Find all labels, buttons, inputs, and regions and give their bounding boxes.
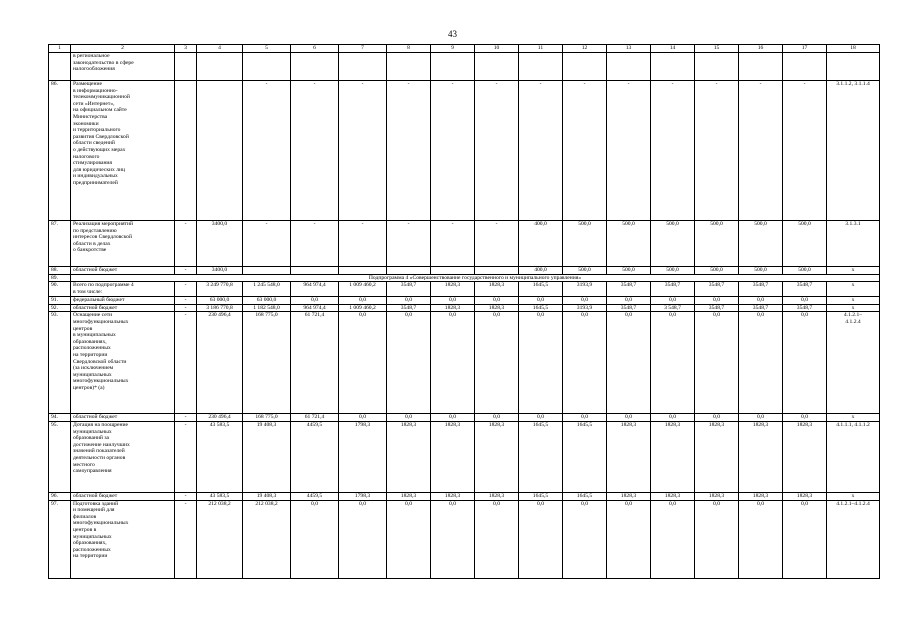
amount-cell: 61 721,4 [291, 312, 339, 414]
activity-name: областной бюджет [71, 267, 175, 275]
activity-name: областной бюджет [71, 414, 175, 422]
amount-cell: 19 408,3 [243, 421, 291, 492]
amount-cell: 3548,7 [695, 282, 739, 297]
amount-cell: 1828,3 [607, 492, 651, 500]
amount-cell: 0,0 [739, 297, 783, 305]
amount-cell: 0,0 [387, 500, 431, 578]
amount-cell [695, 53, 739, 81]
amount-cell: 1828,3 [739, 492, 783, 500]
amount-cell: 63 000,0 [197, 297, 243, 305]
amount-cell: 0,0 [475, 312, 519, 414]
amount-cell: 0,0 [291, 500, 339, 578]
amount-cell: 0,0 [563, 414, 607, 422]
row-number: 97. [49, 500, 71, 578]
column-number-6: 6 [291, 45, 339, 53]
amount-cell: 1828,3 [387, 421, 431, 492]
subprogram-title: Подпрограмма 4 «Совершенствование государственного и муниципального управления» [71, 274, 880, 282]
amount-cell: - [783, 81, 827, 221]
amount-cell: 964 974,4 [291, 282, 339, 297]
amount-cell: - [339, 221, 387, 267]
amount-cell [197, 53, 243, 81]
amount-cell: 1645,5 [519, 492, 563, 500]
amount-cell: 0,0 [475, 414, 519, 422]
amount-cell: 3193,9 [563, 304, 607, 312]
table-body [49, 53, 880, 579]
amount-cell: 3548,7 [783, 282, 827, 297]
amount-cell: - [175, 414, 197, 422]
amount-cell: - [563, 81, 607, 221]
amount-cell: 500,0 [783, 221, 827, 267]
amount-cell: 4459,5 [291, 421, 339, 492]
activity-name: федеральный бюджет [71, 297, 175, 305]
amount-cell: 1645,5 [563, 421, 607, 492]
table-row [49, 81, 880, 221]
amount-cell: 0,0 [651, 414, 695, 422]
amount-cell: 0,0 [387, 297, 431, 305]
amount-cell: 3548,7 [783, 304, 827, 312]
activity-name: Реализация мероприятий по представлению интересов Свердловской области в делах о банкротстве [71, 221, 175, 267]
column-number-11: 11 [519, 45, 563, 53]
amount-cell: 1828,3 [651, 492, 695, 500]
amount-cell: 400,0 [519, 267, 563, 275]
amount-cell: 1 009 460,2 [339, 282, 387, 297]
amount-cell: 0,0 [651, 297, 695, 305]
amount-cell: - [175, 492, 197, 500]
column-number-10: 10 [475, 45, 519, 53]
target-indicator-ref: х [827, 414, 880, 422]
amount-cell: 0,0 [431, 414, 475, 422]
target-indicator-ref: х [827, 297, 880, 305]
amount-cell: 0,0 [475, 500, 519, 578]
amount-cell: 1828,3 [431, 421, 475, 492]
amount-cell: - [739, 81, 783, 221]
amount-cell [291, 53, 339, 81]
amount-cell: 212 038,2 [243, 500, 291, 578]
amount-cell: 0,0 [739, 312, 783, 414]
amount-cell: - [175, 282, 197, 297]
column-number-8: 8 [387, 45, 431, 53]
table-row [49, 500, 880, 578]
amount-cell [243, 267, 291, 275]
row-number: 95. [49, 421, 71, 492]
amount-cell: 63 000,0 [243, 297, 291, 305]
amount-cell: 1828,3 [475, 492, 519, 500]
amount-cell: 0,0 [695, 312, 739, 414]
amount-cell: 168 775,0 [243, 312, 291, 414]
amount-cell: 0,0 [783, 414, 827, 422]
amount-cell: 3548,7 [695, 304, 739, 312]
amount-cell: 43 583,5 [197, 421, 243, 492]
amount-cell: 0,0 [519, 414, 563, 422]
amount-cell [175, 53, 197, 81]
amount-cell: - [243, 81, 291, 221]
table-row [49, 297, 880, 305]
amount-cell: 3400,0 [197, 221, 243, 267]
amount-cell: 1828,3 [431, 492, 475, 500]
amount-cell: 0,0 [695, 297, 739, 305]
amount-cell: 0,0 [607, 312, 651, 414]
amount-cell: - [475, 81, 519, 221]
amount-cell: 500,0 [695, 221, 739, 267]
amount-cell: - [607, 81, 651, 221]
amount-cell: 3400,0 [197, 267, 243, 275]
amount-cell: 964 974,4 [291, 304, 339, 312]
amount-cell: 0,0 [783, 297, 827, 305]
amount-cell: 0,0 [607, 414, 651, 422]
table-row [49, 312, 880, 414]
column-number-2: 2 [71, 45, 175, 53]
target-indicator-ref: х [827, 492, 880, 500]
target-indicator-ref: х [827, 282, 880, 297]
column-number-13: 13 [607, 45, 651, 53]
activity-name: областной бюджет [71, 492, 175, 500]
amount-cell [431, 267, 475, 275]
amount-cell: - [175, 297, 197, 305]
amount-cell: 0,0 [607, 500, 651, 578]
amount-cell: - [339, 81, 387, 221]
amount-cell: 1798,3 [339, 492, 387, 500]
amount-cell: 1828,3 [783, 492, 827, 500]
amount-cell: 500,0 [739, 221, 783, 267]
row-number [49, 53, 71, 81]
table-row [49, 53, 880, 81]
amount-cell: 0,0 [431, 297, 475, 305]
column-number-14: 14 [651, 45, 695, 53]
amount-cell: 500,0 [563, 267, 607, 275]
amount-cell [175, 81, 197, 221]
amount-cell: 1828,3 [475, 421, 519, 492]
amount-cell: 0,0 [387, 312, 431, 414]
section-header-row [49, 274, 880, 282]
amount-cell: 0,0 [339, 312, 387, 414]
amount-cell: 0,0 [607, 297, 651, 305]
amount-cell: 400,0 [519, 221, 563, 267]
amount-cell: 3548,7 [387, 282, 431, 297]
amount-cell: 230 496,4 [197, 414, 243, 422]
row-number: 92. [49, 304, 71, 312]
amount-cell: 4459,5 [291, 492, 339, 500]
amount-cell: 1828,3 [783, 421, 827, 492]
amount-cell: 1828,3 [651, 421, 695, 492]
amount-cell [339, 53, 387, 81]
table-row [49, 414, 880, 422]
amount-cell: 3548,7 [607, 282, 651, 297]
amount-cell: 1645,5 [519, 304, 563, 312]
amount-cell: 0,0 [431, 500, 475, 578]
amount-cell: 0,0 [783, 312, 827, 414]
amount-cell: 1798,3 [339, 421, 387, 492]
row-number: 86. [49, 81, 71, 221]
amount-cell: 1828,3 [695, 421, 739, 492]
amount-cell [519, 53, 563, 81]
amount-cell: 0,0 [651, 312, 695, 414]
amount-cell: 3548,7 [739, 282, 783, 297]
target-indicator-ref: 3.1.3.1 [827, 221, 880, 267]
amount-cell [387, 267, 431, 275]
amount-cell: 1645,5 [519, 421, 563, 492]
amount-cell: 212 038,2 [197, 500, 243, 578]
amount-cell: 500,0 [607, 221, 651, 267]
row-number: 89. [49, 274, 71, 282]
amount-cell: 3 186 770,8 [197, 304, 243, 312]
column-number-5: 5 [243, 45, 291, 53]
amount-cell: 1645,5 [519, 282, 563, 297]
amount-cell: 1 245 548,0 [243, 282, 291, 297]
amount-cell [475, 53, 519, 81]
amount-cell: 500,0 [651, 267, 695, 275]
amount-cell: 1828,3 [475, 304, 519, 312]
amount-cell: 500,0 [607, 267, 651, 275]
amount-cell: 0,0 [563, 312, 607, 414]
table-row [49, 421, 880, 492]
amount-cell: 1645,5 [563, 492, 607, 500]
amount-cell: - [519, 81, 563, 221]
amount-cell: 0,0 [519, 312, 563, 414]
amount-cell: 19 408,3 [243, 492, 291, 500]
amount-cell: 1828,3 [739, 421, 783, 492]
amount-cell [651, 53, 695, 81]
amount-cell: 3548,7 [387, 304, 431, 312]
amount-cell: - [175, 221, 197, 267]
amount-cell: 0,0 [519, 297, 563, 305]
row-number: 96. [49, 492, 71, 500]
amount-cell: 1828,3 [431, 304, 475, 312]
amount-cell: 0,0 [563, 297, 607, 305]
amount-cell: 0,0 [651, 500, 695, 578]
budget-table [48, 44, 880, 579]
amount-cell: 0,0 [387, 414, 431, 422]
amount-cell [243, 53, 291, 81]
amount-cell [475, 267, 519, 275]
amount-cell: 0,0 [519, 500, 563, 578]
amount-cell [607, 53, 651, 81]
activity-name: Всего по подпрограмме 4 в том числе: [71, 282, 175, 297]
amount-cell: 0,0 [475, 297, 519, 305]
amount-cell: 3548,7 [739, 304, 783, 312]
amount-cell: 0,0 [431, 312, 475, 414]
amount-cell [563, 53, 607, 81]
amount-cell: - [175, 421, 197, 492]
amount-cell: - [291, 81, 339, 221]
amount-cell: 1828,3 [387, 492, 431, 500]
amount-cell [197, 81, 243, 221]
column-number-row [49, 45, 880, 53]
amount-cell: - [175, 267, 197, 275]
target-indicator-ref: х [827, 304, 880, 312]
target-indicator-ref: 3.1.1.2, 3.1.1.4 [827, 81, 880, 221]
amount-cell: - [243, 221, 291, 267]
amount-cell [387, 53, 431, 81]
amount-cell: 1828,3 [475, 282, 519, 297]
activity-name: Подготовка зданий и помещений для филиалов многофункциональных центров в муниципальных образованиях, расположенных на территории [71, 500, 175, 578]
amount-cell: 0,0 [339, 297, 387, 305]
target-indicator-ref: х [827, 267, 880, 275]
amount-cell [291, 267, 339, 275]
row-number: 94. [49, 414, 71, 422]
row-number: 91. [49, 297, 71, 305]
column-number-7: 7 [339, 45, 387, 53]
column-number-15: 15 [695, 45, 739, 53]
column-number-16: 16 [739, 45, 783, 53]
activity-name: Дотация на поощрение муниципальных образований за достижение наилучших значений показателей деятельности органов местного самоуправления [71, 421, 175, 492]
activity-name: в региональное законодательство в сфере налогообложения [71, 53, 175, 81]
table-row [49, 221, 880, 267]
activity-name: областной бюджет [71, 304, 175, 312]
column-number-18: 18 [827, 45, 880, 53]
amount-cell: 1 009 460,2 [339, 304, 387, 312]
row-number: 88. [49, 267, 71, 275]
amount-cell: 3 548,7 [651, 304, 695, 312]
row-number: 90. [49, 282, 71, 297]
page-number: 43 [448, 29, 457, 39]
amount-cell: 0,0 [695, 414, 739, 422]
activity-name: Оснащение сети многофункциональных центров в муниципальных образованиях, расположенных на территории Свердловской области (за исключением муниципальных многофункциональных центров)* (a) [71, 312, 175, 414]
amount-cell [739, 53, 783, 81]
amount-cell: 500,0 [739, 267, 783, 275]
amount-cell: 3 249 770,8 [197, 282, 243, 297]
column-number-4: 4 [197, 45, 243, 53]
amount-cell: 43 583,5 [197, 492, 243, 500]
amount-cell: - [695, 81, 739, 221]
target-indicator-ref [827, 53, 880, 81]
column-number-9: 9 [431, 45, 475, 53]
row-number: 87. [49, 221, 71, 267]
target-indicator-ref: 4.1.2.1– 4.1.2.4 [827, 312, 880, 414]
amount-cell: 500,0 [563, 221, 607, 267]
amount-cell: 0,0 [739, 500, 783, 578]
amount-cell: 0,0 [739, 414, 783, 422]
amount-cell: 3548,7 [607, 304, 651, 312]
amount-cell [783, 53, 827, 81]
table-row [49, 304, 880, 312]
amount-cell: - [431, 221, 475, 267]
activity-name: Размещение в информационно- телекоммуникационной сети «Интернет», на официальном сайте Министерства экономики и территориального развития Свердловской области сведений о действующих мерах налогового стимулирования для юридических лиц и индивидуальных предпринимателей [71, 81, 175, 221]
amount-cell: 1828,3 [607, 421, 651, 492]
amount-cell: 61 721,4 [291, 414, 339, 422]
column-number-3: 3 [175, 45, 197, 53]
table-row [49, 492, 880, 500]
amount-cell: - [651, 81, 695, 221]
column-number-12: 12 [563, 45, 607, 53]
amount-cell: - [175, 500, 197, 578]
amount-cell: - [175, 312, 197, 414]
amount-cell: 500,0 [695, 267, 739, 275]
amount-cell [431, 53, 475, 81]
amount-cell: 0,0 [291, 297, 339, 305]
amount-cell: - [431, 81, 475, 221]
table-row [49, 282, 880, 297]
amount-cell: - [387, 221, 431, 267]
amount-cell: 1828,3 [431, 282, 475, 297]
amount-cell: 500,0 [651, 221, 695, 267]
amount-cell: - [387, 81, 431, 221]
amount-cell: - [291, 221, 339, 267]
amount-cell: - [475, 221, 519, 267]
amount-cell [339, 267, 387, 275]
amount-cell: 0,0 [695, 500, 739, 578]
target-indicator-ref: 4.1.2.1–4.1.2.4 [827, 500, 880, 578]
amount-cell: 1828,3 [695, 492, 739, 500]
column-number-1: 1 [49, 45, 71, 53]
row-number: 93. [49, 312, 71, 414]
amount-cell: 0,0 [339, 500, 387, 578]
amount-cell: 0,0 [339, 414, 387, 422]
amount-cell: 1 182 548,0 [243, 304, 291, 312]
amount-cell: 230 496,4 [197, 312, 243, 414]
amount-cell: 3193,9 [563, 282, 607, 297]
column-number-17: 17 [783, 45, 827, 53]
amount-cell: 0,0 [563, 500, 607, 578]
amount-cell: 3548,7 [651, 282, 695, 297]
amount-cell: 500,0 [783, 267, 827, 275]
target-indicator-ref: 4.1.1.1, 4.1.1.2 [827, 421, 880, 492]
amount-cell: 168 775,0 [243, 414, 291, 422]
amount-cell: 0,0 [783, 500, 827, 578]
table-row [49, 267, 880, 275]
amount-cell: - [175, 304, 197, 312]
